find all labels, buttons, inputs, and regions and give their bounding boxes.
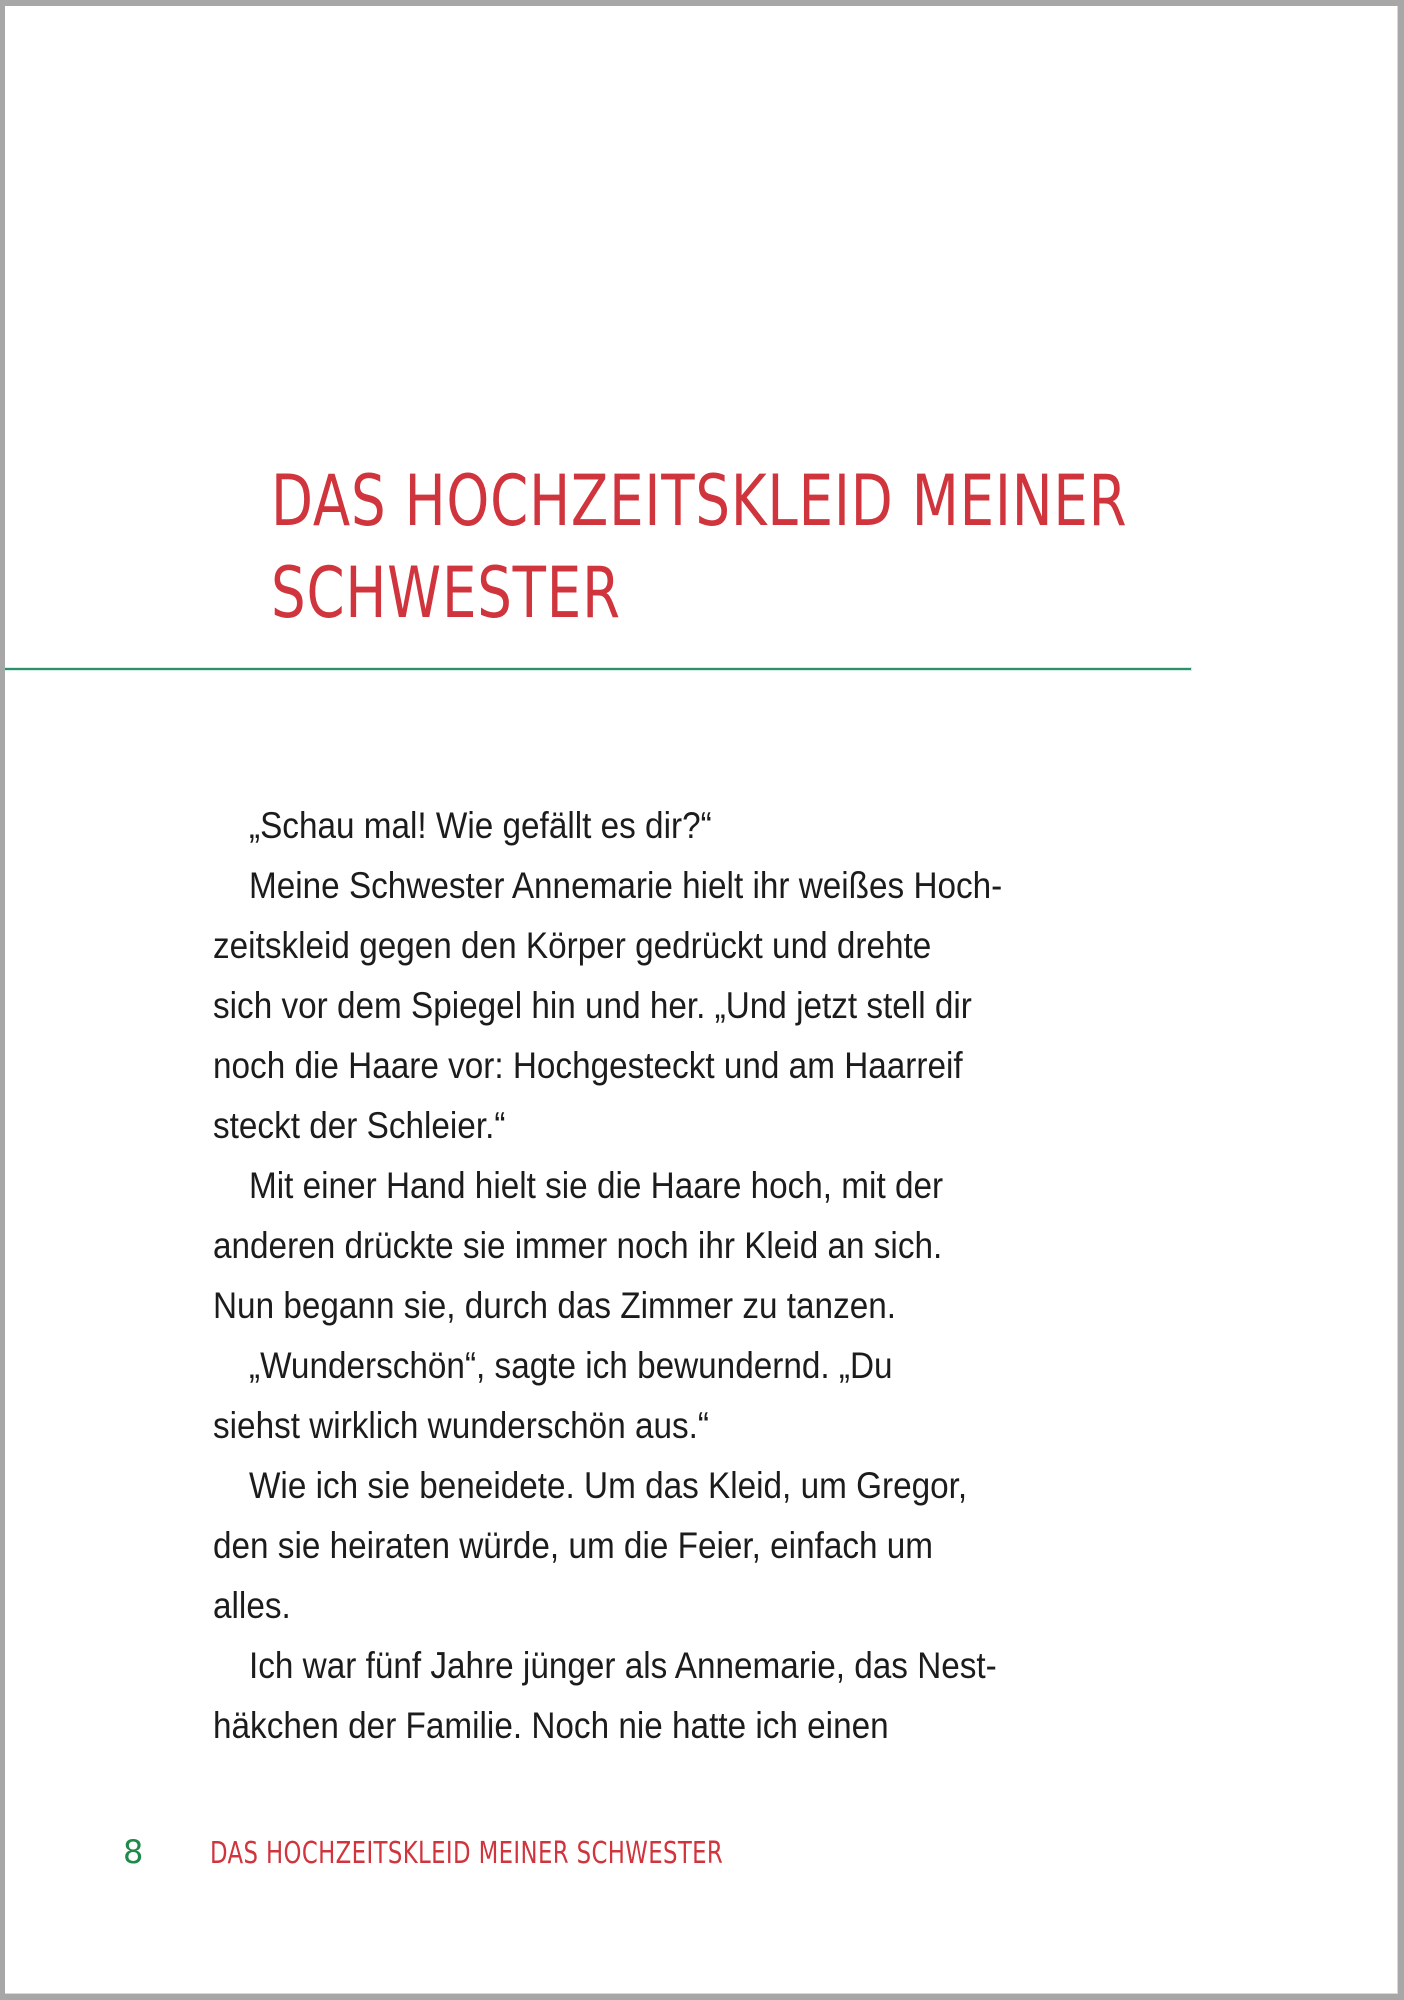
text-line: Meine Schwester Annemarie hielt ihr weißes Hoch- xyxy=(249,865,1003,906)
text-line: „Schau mal! Wie gefällt es dir?“ xyxy=(249,805,712,846)
chapter-title-line-2: SCHWESTER xyxy=(271,552,621,634)
text-line: noch die Haare vor: Hochgesteckt und am Haarreif xyxy=(213,1045,963,1086)
text-line: häkchen der Familie. Noch nie hatte ich einen xyxy=(213,1705,889,1746)
text-line: siehst wirklich wunderschön aus.“ xyxy=(213,1405,710,1446)
chapter-title xyxy=(271,455,1128,639)
text-line: sich vor dem Spiegel hin und her. „Und jetzt stell dir xyxy=(213,985,972,1026)
text-line: alles. xyxy=(213,1585,291,1626)
text-line: Wie ich sie beneidete. Um das Kleid, um Gregor, xyxy=(249,1465,968,1506)
text-line: „Wunderschön“, sagte ich bewundernd. „Du xyxy=(249,1345,893,1386)
page-number: 8 xyxy=(123,1833,144,1871)
body-text xyxy=(213,796,1213,1756)
text-line: den sie heiraten würde, um die Feier, einfach um xyxy=(213,1525,934,1566)
running-head: DAS HOCHZEITSKLEID MEINER SCHWESTER xyxy=(210,1836,724,1871)
text-line: zeitskleid gegen den Körper gedrückt und drehte xyxy=(213,925,932,966)
text-line: Mit einer Hand hielt sie die Haare hoch, mit der xyxy=(249,1165,944,1206)
chapter-divider-rule xyxy=(5,668,1191,670)
book-page xyxy=(5,6,1398,1994)
chapter-title-line-1: DAS HOCHZEITSKLEID MEINER xyxy=(271,460,1128,542)
text-line: Nun begann sie, durch das Zimmer zu tanzen. xyxy=(213,1285,897,1326)
text-line: anderen drückte sie immer noch ihr Kleid an sich. xyxy=(213,1225,943,1266)
text-line: Ich war fünf Jahre jünger als Annemarie, das Nest- xyxy=(249,1645,997,1686)
text-line: steckt der Schleier.“ xyxy=(213,1105,506,1146)
